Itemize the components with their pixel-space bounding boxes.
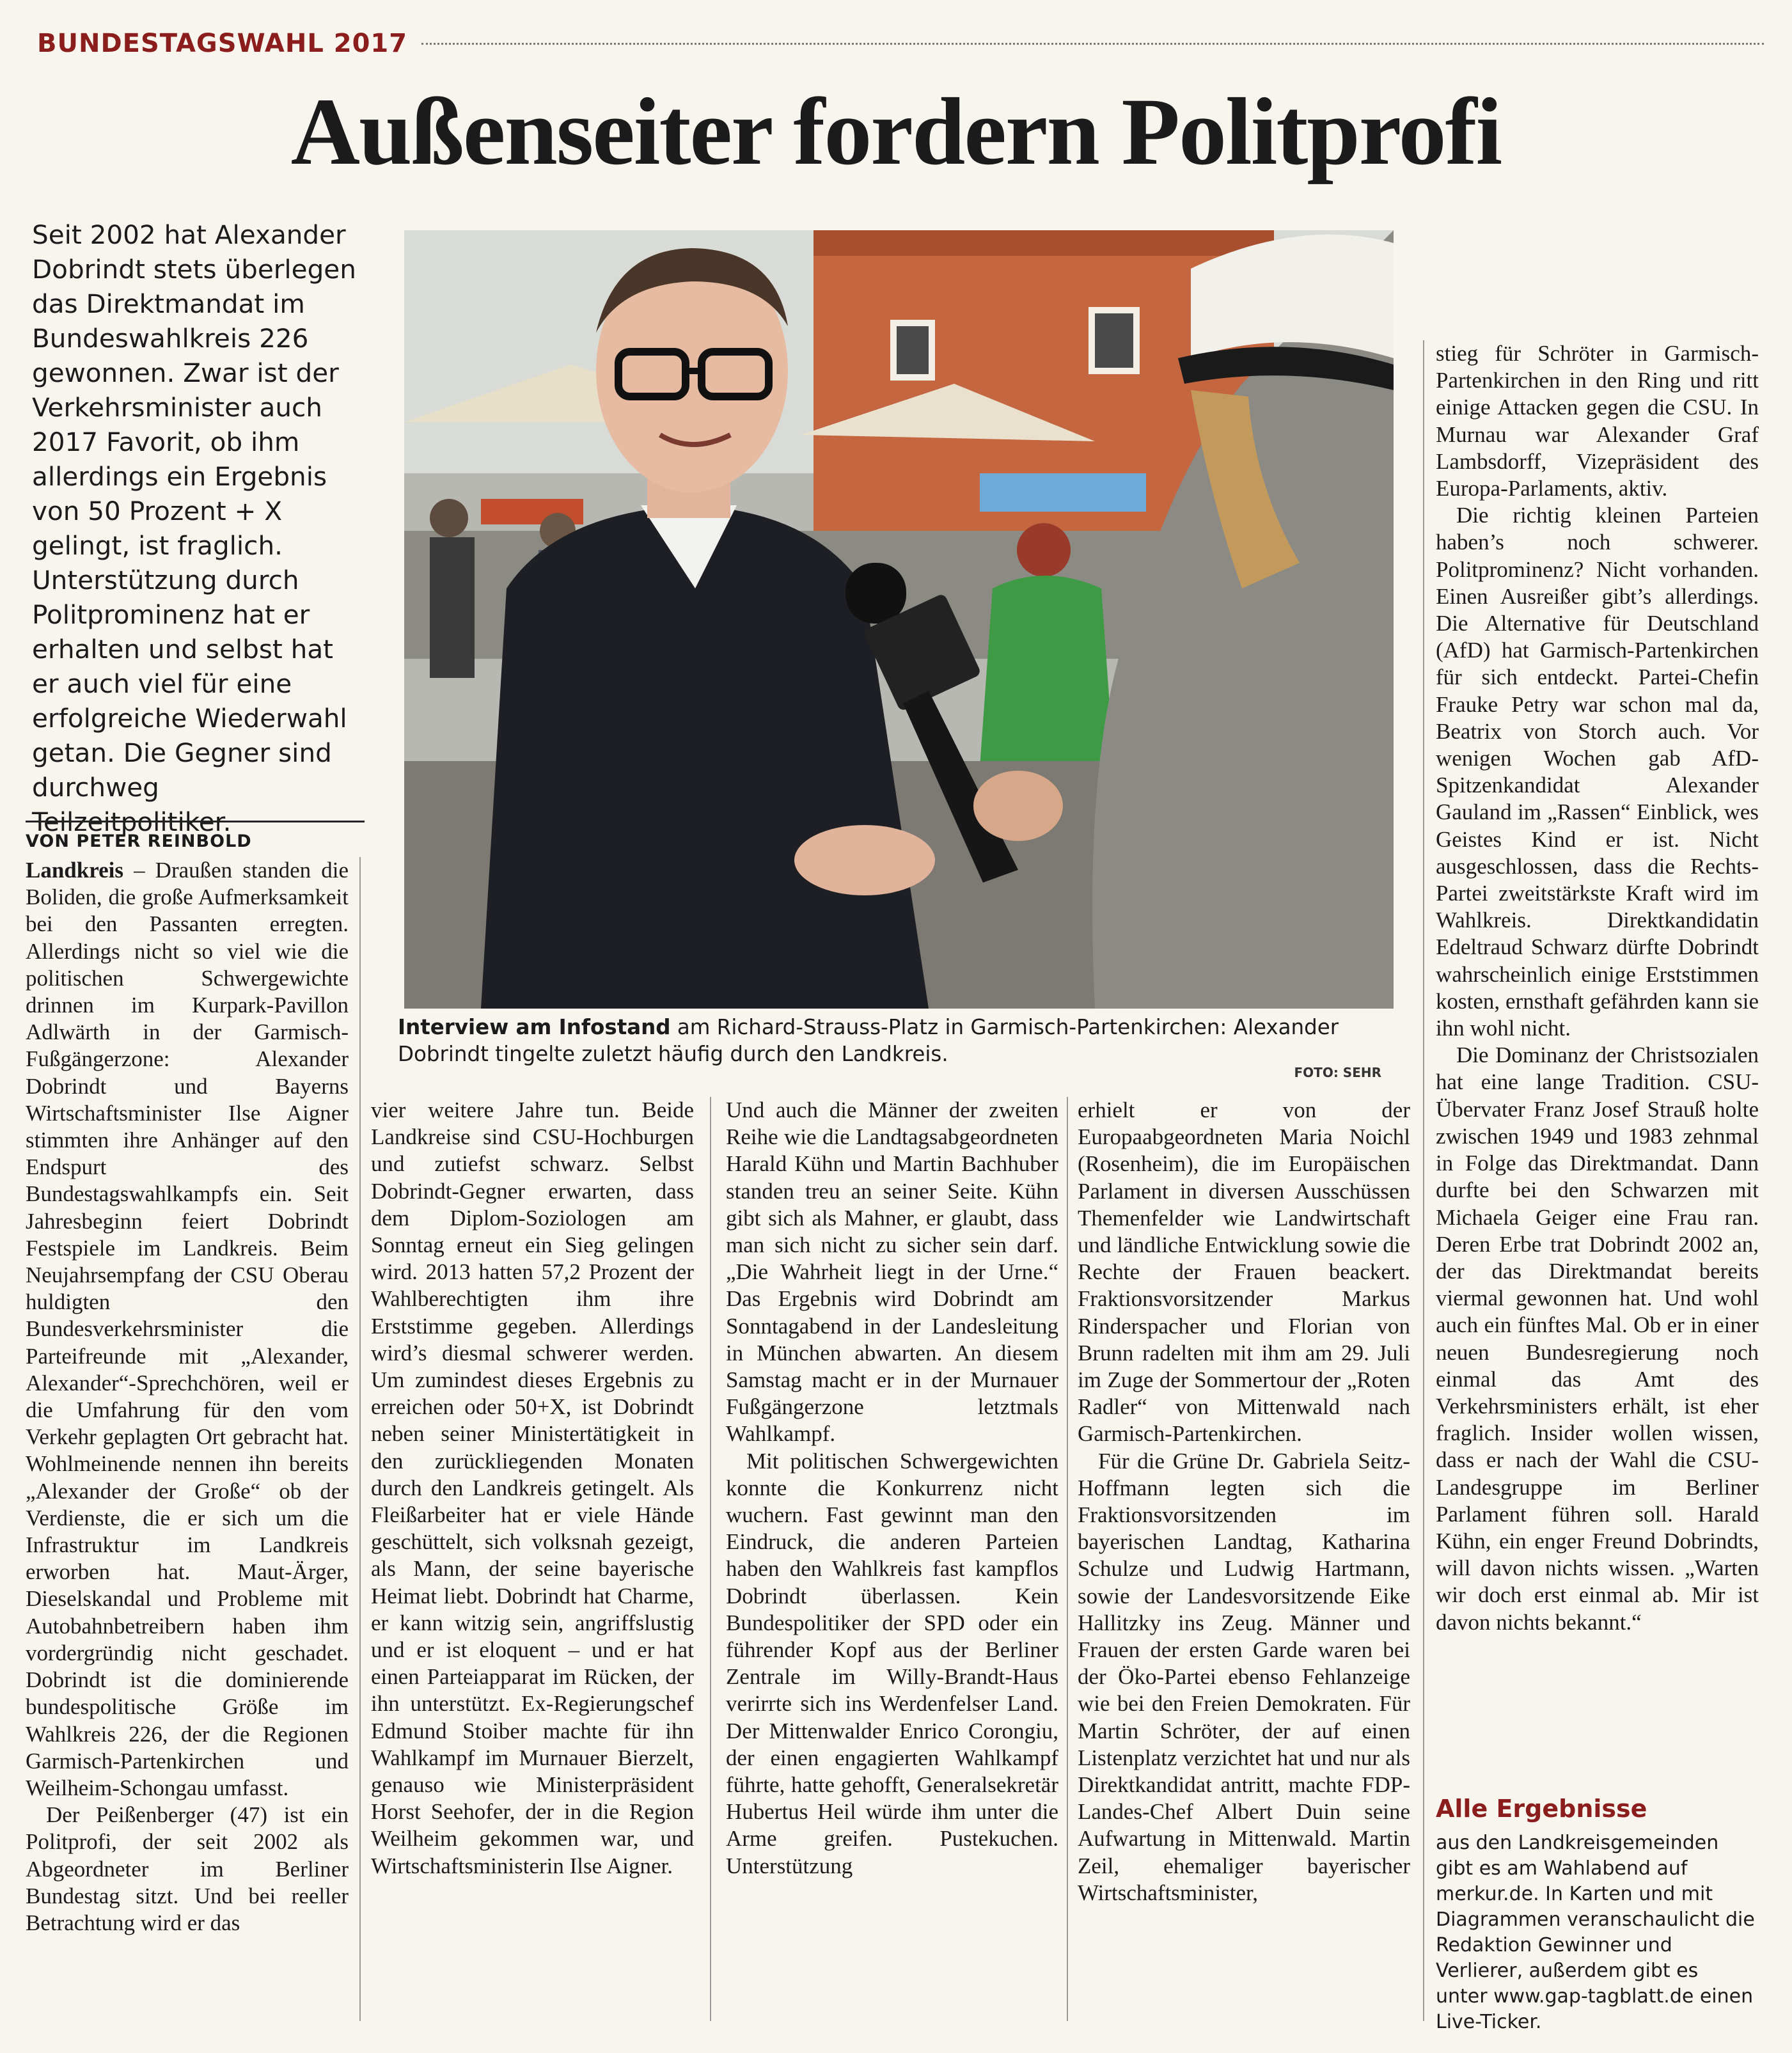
- article-column-4: [1078, 1097, 1410, 1907]
- column-divider: [359, 857, 361, 2021]
- paragraph: Für die Grüne Dr. Gabriela Seitz-Hoffmann legten sich die Fraktionsvorsitzenden im bayerischen Landtag, Katharina Schulze und Ludwig Hartmann, sowie der Landesvorsitzende Eike Hallitzky ins Zeug. Männer und Frauen der ersten Garde waren bei der Öko-Partei ebenso Fehlanzeige wie bei den Freien Demokraten. Für Martin Schröter, der auf einen Listenplatz verzichtet hat und nur als Direktkandidat antritt, machte FDP-Landes-Chef Albert Duin seine Aufwartung in Mittenwald. Martin Zeil, ehemaliger bayerischer Wirtschaftsminister,: [1078, 1448, 1410, 1905]
- photo-illustration: [404, 230, 1394, 1009]
- paragraph: Und auch die Männer der zweiten Reihe wie die Landtagsabgeordneten Harald Kühn und Martin Bachhuber standen treu an seiner Seite. Kühn gibt sich als Mahner, er glaubt, dass man sich nicht zu sicher sein darf. „Die Wahrheit liegt in der Urne.“ Das Ergebnis wird Dobrindt am Sonntagabend in der Landesleitung in München abwarten. An diesem Samstag macht er in der Murnauer Fußgängerzone letztmals Wahlkampf.: [726, 1097, 1058, 1447]
- article-column-5: [1436, 340, 1759, 1636]
- headline: Außenseiter fordern Politprofi: [290, 79, 1502, 185]
- article-column-2: [371, 1097, 694, 1880]
- paragraph: stieg für Schröter in Garmisch-Partenkirchen in den Ring und ritt einige Attacken gegen die CSU. In Murnau war Alexander Graf Lambsdorff, Vizepräsident des Europa-Parlaments, aktiv.: [1436, 341, 1759, 501]
- article-photo: [404, 230, 1394, 1009]
- photo-caption: [398, 1014, 1389, 1067]
- photo-credit: FOTO: SEHR: [1294, 1065, 1381, 1080]
- paragraph: Mit politischen Schwergewichten konnte die Konkurrenz nicht wuchern. Fast gewinnt man den Eindruck, die anderen Parteien haben den Wahlkreis fast kampflos Dobrindt überlassen. Kein Bundespolitiker der SPD oder ein führender Kopf aus der Berliner Zentrale im Willy-Brandt-Haus verirrte sich ins Werdenfelser Land. Der Mittenwalder Enrico Corongiu, der einen engagierten Wahlkampf führte, hatte gehofft, Generalsekretär Hubertus Heil würde ihm unter die Arme greifen. Pustekuchen. Unterstützung: [726, 1448, 1058, 1878]
- column-divider: [1067, 1097, 1068, 2021]
- article-column-1: [26, 857, 349, 1937]
- column-divider: [1423, 340, 1424, 2021]
- dateline: Landkreis: [26, 858, 124, 883]
- section-kicker: BUNDESTAGSWAHL 2017: [37, 29, 408, 58]
- section-kicker-row: [37, 24, 1764, 63]
- column-divider: [710, 1097, 711, 2021]
- results-box-text: aus den Landkreisgemeinden gibt es am Wahlabend auf merkur.de. In Karten und mit Diagrammen veranschaulicht die Redaktion Gewinner und Verlierer, außerdem gibt es unter www.gap-tagblatt.de einen Live-Ticker.: [1436, 1832, 1755, 2033]
- paragraph: vier weitere Jahre tun. Beide Landkreise sind CSU-Hochburgen und zutiefst schwarz. Selbst Dobrindt-Gegner erwarten, dass dem Diplom-Soziologen am Sonntag erneut ein Sieg gelingen wird. 2013 hatten 57,2 Prozent der Wahlberechtigten ihm ihre Erststimme gegeben. Allerdings wird’s diesmal schwerer werden. Um zumindest dieses Ergebnis zu erreichen oder 50+X, ist Dobrindt neben seiner Ministertätigkeit in den zurückliegenden Monaten durch den Landkreis getingelt. Als Fleißarbeiter hat er viele Hände geschüttelt, sich volksnah gezeigt, als Mann, der seine bayerische Heimat liebt. Dobrindt hat Charme, er kann witzig sein, angriffslustig und er ist eloquent – und er hat einen Parteiapparat im Rücken, der ihn unterstützt. Ex-Regierungschef Edmund Stoiber machte für ihn Wahlkampf im Murnauer Bierzelt, genauso wie Ministerpräsident Horst Seehofer, der in die Region Weilheim gekommen war, und Wirtschaftsministerin Ilse Aigner.: [371, 1097, 694, 1878]
- paragraph: Die richtig kleinen Parteien haben’s noch schwerer. Politprominenz? Nicht vorhanden. Einen Ausreißer gibt’s allerdings. Die Alternative für Deutschland (AfD) hat Garmisch-Partenkirchen für sich entdeckt. Partei-Chefin Frauke Petry war schon mal da, Beatrix von Storch auch. Vor wenigen Wochen gab AfD-Spitzenkandidat Alexander Gauland im „Rassen“ Einblick, wes Geistes Kind er ist. Nicht ausgeschlossen, dass die Rechts-Partei zweitstärkste Kraft wird im Wahlkreis. Direktkandidatin Edeltraud Schwarz dürfte Dobrindt wahrscheinlich einige Erststimmen kosten, ernsthaft gefährden kann sie ihn wohl nicht.: [1436, 503, 1759, 1041]
- byline: VON PETER REINBOLD: [26, 821, 365, 851]
- article-column-3: [726, 1097, 1058, 1880]
- paragraph: Der Peißenberger (47) ist ein Politprofi, der seit 2002 als Abgeordneter im Berliner Bundestag sitzt. Und bei reeller Betrachtung wird er das: [26, 1802, 349, 1935]
- kicker-dotted-rule: [421, 43, 1764, 45]
- results-box-title: Alle Ergebnisse: [1436, 1795, 1647, 1823]
- teaser-text: Seit 2002 hat Alexander Dobrindt stets überlegen das Direktmandat im Bundeswahlkreis 226 gewonnen. Zwar ist der Verkehrsminister auch 2017 Favorit, ob ihm allerdings ein Ergebnis von 50 Prozent + X gelingt, ist fraglich. Unterstützung durch Politprominenz hat er erhalten und selbst hat er auch viel für eine erfolgreiche Wiederwahl getan. Die Gegner sind durchweg Teilzeitpolitiker.: [32, 219, 356, 837]
- caption-text: am Richard-Strauss-Platz in Garmisch-Partenkirchen: Alexander Dobrindt tingelte zuletzt häufig durch den Landkreis.: [398, 1015, 1339, 1066]
- paragraph: – Draußen standen die Boliden, die große Aufmerksamkeit bei den Passanten erregten. Allerdings nicht so viel wie die politischen Schwergewichte drinnen im Kurpark-Pavillon Adlwärth in der Garmisch-Fußgängerzone: Alexander Dobrindt und Bayerns Wirtschaftsminister Ilse Aigner stimmten ihre Anhänger auf den Endspurt des Bundestagswahlkampfs ein. Seit Jahresbeginn feiert Dobrindt Festspiele im Landkreis. Beim Neujahrsempfang der CSU Oberau huldigten den Bundesverkehrsminister die Parteifreunde mit „Alexander, Alexander“-Sprechchören, weil er die Umfahrung für den vom Verkehr geplagten Ort gebracht hat. Wohlmeinende nennen ihn bereits „Alexander der Große“ ob der Verdienste, die er sich um die Infrastruktur im Landkreis erworben hat. Maut-Ärger, Dieselskandal und Probleme mit Autobahnbetreibern haben ihm vordergründig nicht geschadet. Dobrindt ist die dominierende bundespolitische Größe im Wahlkreis 226, der die Regionen Garmisch-Partenkirchen und Weilheim-Schongau umfasst.: [26, 858, 349, 1800]
- paragraph: erhielt er von der Europaabgeordneten Maria Noichl (Rosenheim), die im Europäischen Parlament in diversen Ausschüssen Themenfelder wie Landwirtschaft und ländliche Entwicklung sowie die Rechte der Frauen beackert. Fraktionsvorsitzender Markus Rinderspacher und Florian von Brunn radelten mit ihm am 29. Juli im Zuge der Sommertour der „Roten Radler“ von Mittenwald nach Garmisch-Partenkirchen.: [1078, 1097, 1410, 1447]
- caption-lead: Interview am Infostand: [398, 1015, 671, 1039]
- paragraph: Die Dominanz der Christsozialen hat eine lange Tradition. CSU-Übervater Franz Josef Strauß holte zwischen 1949 und 1983 zehnmal in Folge das Direktmandat. Dann durfte bei den Schwarzen mit Michaela Geiger eine Frau ran. Deren Erbe trat Dobrindt 2002 an, der das Direktmandat bereits viermal gewonnen hat. Und wohl auch ein fünftes Mal. Ob er in einer neuen Bundesregierung noch einmal das Amt des Verkehrsministers erhält, ist eher fraglich. Insider wollen wissen, dass er nach der Wahl die CSU-Landesgruppe im Berliner Parlament führen soll. Harald Kühn, ein enger Freund Dobrindts, will davon nichts wissen. „Warten wir doch erst einmal ab. Mir ist davon nichts bekannt.“: [1436, 1042, 1759, 1635]
